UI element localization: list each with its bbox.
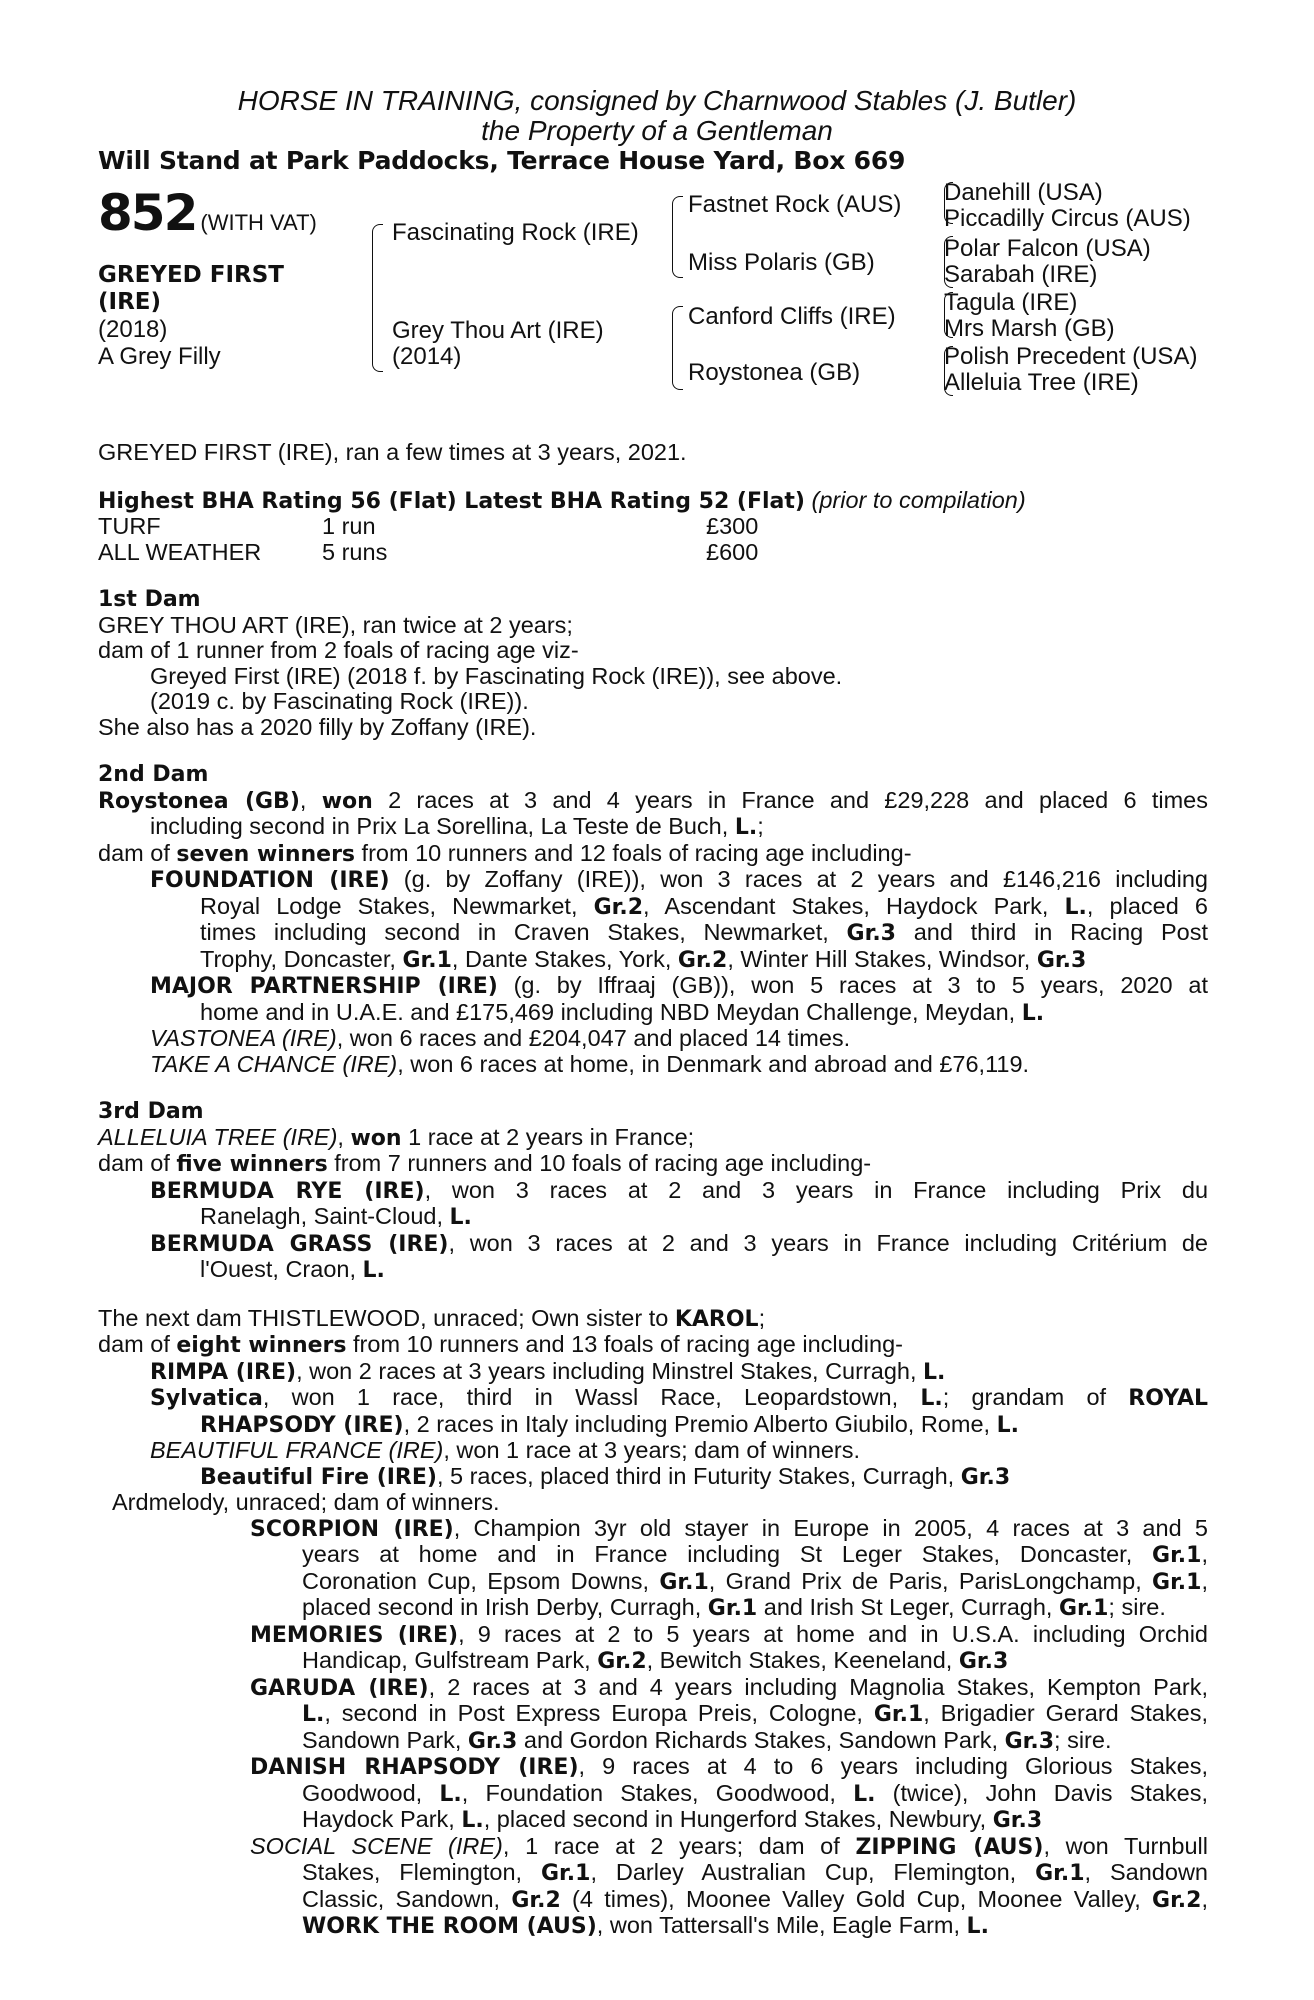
name: MAJOR PARTNERSHIP (IRE) [150, 974, 498, 999]
text: , Ascendant Stakes, Haydock Park, [643, 892, 1065, 919]
grade: Gr.2 [1152, 1887, 1202, 1913]
dam-name: Roystonea (GB) [98, 788, 300, 814]
text: 1 race at 2 years in France; [401, 1123, 695, 1150]
text: ; sire. [1108, 1594, 1166, 1620]
text: ; [757, 813, 764, 839]
name: ROYAL [1128, 1386, 1208, 1411]
dam2-produce [98, 841, 1208, 868]
pedigree-brace-sire [672, 196, 683, 278]
scorpion-l3 [98, 1569, 1208, 1596]
text: 2 races at 3 and 4 years in France and £29,228 and placed 6 times [372, 786, 1208, 813]
text: Classic, Sandown, [302, 1885, 512, 1912]
property-line: the Property of a Gentleman [481, 115, 833, 146]
grade: Gr.3 [958, 1649, 1009, 1674]
text: The next dam THISTLEWOOD, unraced; Own sister to [98, 1304, 675, 1331]
text: and Irish St Leger, Curragh, [757, 1594, 1059, 1620]
pedigree-brace-dam [672, 306, 683, 390]
bermuda-rye-l2 [98, 1204, 1208, 1231]
roystonea-l1: Roystonea (GB), won 2 races at 3 and 4 years in France and £29,228 and placed 6 times [98, 786, 1208, 814]
social-l2 [98, 1860, 1208, 1887]
listed: L. [362, 1258, 385, 1283]
text: Stakes, Flemington, [302, 1859, 541, 1885]
listed: L. [853, 1781, 876, 1807]
text: (4 times), Moonee Valley Gold Cup, Moonee Valley, [560, 1885, 1153, 1912]
name: BEAUTIFUL FRANCE (IRE) [150, 1437, 444, 1463]
dam3-produce [98, 1151, 1208, 1178]
grade: Gr.1 [873, 1702, 924, 1727]
listed: L. [734, 815, 758, 840]
text: ; grandam of [942, 1384, 1129, 1410]
surface: TURF [98, 513, 161, 539]
listed: L. [1064, 894, 1087, 920]
grade: Gr.1 [1035, 1861, 1085, 1886]
text: , 2 races in Italy including Premio Alberto Giubilo, Rome, [403, 1410, 997, 1437]
grade: Gr.3 [1036, 947, 1087, 973]
listed: L. [966, 1914, 989, 1939]
text: , won Tattersall's Mile, Eagle Farm, [596, 1912, 967, 1938]
grade: Gr.1 [659, 1569, 709, 1595]
social-l3 [98, 1887, 1208, 1914]
listed: L. [449, 1205, 472, 1230]
ratings-row-aw [98, 540, 1208, 566]
gg-dds: Polish Precedent (USA) [944, 343, 1198, 370]
first-dam-title: 1st Dam [98, 587, 201, 612]
foundation-l3 [98, 920, 1208, 947]
garuda-l3 [98, 1728, 1208, 1755]
text: (g. by Zoffany (IRE)), won 3 races at 2 years and £146,216 including [389, 866, 1208, 892]
text: and third in Racing Post [895, 919, 1208, 945]
text: Handicap, Gulfstream Park, [302, 1647, 598, 1673]
social-l4 [98, 1913, 1208, 1940]
surface: ALL WEATHER [98, 538, 262, 565]
name: FOUNDATION (IRE) [150, 868, 390, 893]
text: dam of [98, 1331, 177, 1357]
name: DANISH RHAPSODY (IRE) [250, 1755, 579, 1780]
grade: Gr.2 [677, 947, 728, 973]
text: Haydock Park, [302, 1806, 462, 1832]
gg-ssd: Piccadilly Circus (AUS) [944, 205, 1191, 232]
first-dam-l4: (2019 c. by Fascinating Rock (IRE)). [150, 688, 529, 714]
name: SOCIAL SCENE (IRE) [250, 1832, 503, 1859]
memories-l2 [98, 1648, 1208, 1675]
sylvatica-l2 [98, 1412, 1208, 1439]
text: , [1201, 1541, 1208, 1567]
text: , Darley Australian Cup, Flemington, [590, 1859, 1036, 1885]
dam-year: (2014) [392, 343, 462, 370]
listed: L. [996, 1412, 1019, 1438]
name: WORK THE ROOM (AUS) [302, 1914, 597, 1939]
rimpa [98, 1359, 1208, 1386]
danish-l3 [98, 1807, 1208, 1834]
text: , Winter Hill Stakes, Windsor, [727, 945, 1037, 972]
major-l1 [98, 973, 1208, 1000]
text: , 5 races, placed third in Futurity Stakes, Curragh, [436, 1462, 961, 1489]
horse-name: GREYED FIRST [98, 262, 284, 288]
grade: Gr.1 [707, 1596, 758, 1621]
text: from 7 runners and 10 foals of racing age including- [327, 1150, 872, 1176]
gg-sdd: Sarabah (IRE) [944, 261, 1098, 288]
ratings-text: Highest BHA Rating 56 (Flat) Latest BHA Rating 52 (Flat) [98, 488, 805, 514]
text: Goodwood, [302, 1779, 440, 1806]
memories-l1 [98, 1622, 1208, 1649]
scorpion-l1 [98, 1516, 1208, 1543]
bermuda-grass-l2 [98, 1257, 1208, 1284]
sylvatica-l1 [98, 1385, 1208, 1412]
name: SCORPION (IRE) [250, 1516, 454, 1542]
first-dam-l5: She also has a 2020 filly by Zoffany (IRE). [98, 713, 537, 740]
vat-label: (WITH VAT) [200, 210, 317, 235]
name: Sylvatica [150, 1386, 263, 1411]
garuda-l2 [98, 1701, 1208, 1728]
text: (twice), John Davis Stakes, [875, 1779, 1208, 1806]
stand-location: Will Stand at Park Paddocks, Terrace House Yard, Box 669 [98, 146, 906, 175]
name: BERMUDA RYE (IRE) [150, 1178, 425, 1204]
ratings-note: (prior to compilation) [811, 486, 1026, 513]
text: , [337, 1123, 351, 1150]
lot-number: 852 [98, 184, 197, 242]
gg-dsd: Mrs Marsh (GB) [944, 315, 1115, 342]
name: VASTONEA (IRE) [150, 1025, 337, 1051]
text: , 9 races at 4 to 6 years including Glorious Stakes, [578, 1753, 1208, 1779]
text: and Gordon Richards Stakes, Sandown Park, [517, 1726, 1005, 1753]
text: home and in U.A.E. and £175,469 including NBD Meydan Challenge, Meydan, [200, 998, 1022, 1025]
text: years at home and in France including St Leger Stakes, Doncaster, [302, 1541, 1153, 1567]
amount: £600 [706, 538, 759, 565]
text: , Grand Prix de Paris, ParisLongchamp, [708, 1567, 1153, 1594]
text: Trophy, Doncaster, [200, 945, 403, 972]
amount: £300 [706, 513, 759, 539]
alleluia-l1 [98, 1125, 1208, 1152]
vastonea [98, 1026, 1208, 1052]
bermuda-rye-l1 [98, 1178, 1208, 1205]
horse-description: A Grey Filly [98, 343, 221, 370]
grade: Gr.2 [597, 1649, 647, 1674]
scorpion-l2 [98, 1542, 1208, 1569]
name: Beautiful Fire (IRE) [200, 1464, 437, 1490]
major-l2 [98, 1000, 1208, 1027]
text: Ranelagh, Saint-Cloud, [200, 1203, 450, 1229]
won: won [321, 788, 373, 814]
text: , Dante Stakes, York, [451, 945, 678, 972]
catalogue-body [98, 440, 1208, 1940]
runs: 1 run [322, 513, 376, 539]
text: , Champion 3yr old stayer in Europe in 2005, 4 races at 3 and 5 [453, 1514, 1208, 1541]
text: (g. by Iffraaj (GB)), won 5 races at 3 to 5 years, 2020 at [497, 972, 1208, 998]
bermuda-grass-l1 [98, 1231, 1208, 1258]
foundation-l4 [98, 947, 1208, 974]
grade: Gr.1 [541, 1861, 591, 1886]
listed: L. [920, 1386, 943, 1411]
listed: L. [302, 1702, 325, 1727]
grade: Gr.1 [402, 947, 452, 973]
text: from 10 runners and 13 foals of racing age including- [346, 1331, 903, 1357]
text: , placed 6 [1086, 892, 1208, 919]
text: Royal Lodge Stakes, Newmarket, [200, 892, 594, 919]
runs: 5 runs [322, 538, 388, 565]
social-l1 [98, 1834, 1208, 1861]
take-a-chance [98, 1052, 1208, 1078]
text: placed second in Irish Derby, Curragh, [302, 1594, 708, 1620]
consignor-line: HORSE IN TRAINING, consigned by Charnwood Stables (J. Butler) [237, 85, 1077, 116]
name: MEMORIES (IRE) [250, 1622, 459, 1648]
pedigree-brace-main [372, 224, 383, 372]
listed: L. [923, 1359, 946, 1385]
grade: Gr.2 [511, 1887, 561, 1913]
text: from 10 runners and 12 foals of racing age including- [355, 839, 912, 866]
next-dam-l1 [98, 1306, 1208, 1333]
third-dam-title: 3rd Dam [98, 1099, 204, 1124]
won: won [350, 1125, 402, 1151]
text: , 2 races at 3 and 4 years including Magnolia Stakes, Kempton Park, [428, 1673, 1208, 1700]
gg-ddd: Alleluia Tree (IRE) [944, 369, 1139, 396]
ardmelody: Ardmelody, unraced; dam of winners. [112, 1489, 500, 1515]
text: , Sandown [1084, 1859, 1208, 1885]
name: ZIPPING (AUS) [855, 1834, 1044, 1860]
ratings-heading [98, 488, 1208, 515]
danish-l1 [98, 1754, 1208, 1781]
text: , 9 races at 2 to 5 years at home and in U.S.A. including Orchid [458, 1620, 1208, 1647]
grade: Gr.3 [992, 1808, 1043, 1833]
foundation-l1 [98, 867, 1208, 894]
dam-name: Grey Thou Art (IRE) [392, 317, 604, 344]
sire-dam: Miss Polaris (GB) [688, 249, 875, 276]
sire-name: Fascinating Rock (IRE) [392, 219, 639, 246]
text: ; [758, 1304, 766, 1331]
gg-dss: Tagula (IRE) [944, 289, 1078, 316]
text: , second in Post Express Europa Preis, Cologne, [324, 1700, 874, 1726]
text: , won 3 races at 2 and 3 years in France including Prix du [424, 1176, 1209, 1203]
winners: eight winners [176, 1333, 347, 1358]
grade: Gr.3 [960, 1464, 1011, 1490]
beautiful-fire [98, 1464, 1208, 1491]
horse-country: (IRE) [98, 289, 162, 315]
text: dam of [98, 1150, 177, 1176]
text: , Bewitch Stakes, Keeneland, [646, 1647, 959, 1673]
name: BERMUDA GRASS (IRE) [150, 1231, 449, 1257]
danish-l2 [98, 1781, 1208, 1808]
text: , won 1 race, third in Wassl Race, Leopardstown, [262, 1384, 921, 1410]
dam-dam: Roystonea (GB) [688, 359, 861, 386]
beautiful-france [98, 1438, 1208, 1464]
text: , Foundation Stakes, Goodwood, [461, 1779, 854, 1806]
grade: Gr.3 [846, 921, 896, 946]
text: , 1 race at 2 years; dam of [502, 1832, 856, 1859]
listed: L. [439, 1781, 462, 1807]
text: , won 1 race at 3 years; dam of winners. [443, 1437, 861, 1463]
text: times including second in Craven Stakes, Newmarket, [200, 919, 847, 945]
grade: Gr.3 [1004, 1728, 1055, 1754]
name: GARUDA (IRE) [250, 1675, 429, 1701]
listed: L. [461, 1808, 484, 1833]
horse-year: (2018) [98, 316, 168, 343]
scorpion-l4 [98, 1595, 1208, 1622]
roystonea-l2 [98, 814, 1208, 841]
gg-sds: Polar Falcon (USA) [944, 235, 1151, 262]
name: TAKE A CHANCE (IRE) [150, 1050, 398, 1077]
name: ALLELUIA TREE (IRE) [98, 1123, 338, 1150]
ratings-row-turf [98, 514, 1208, 540]
next-dam-l2 [98, 1332, 1208, 1359]
race-summary: GREYED FIRST (IRE), ran a few times at 3 years, 2021. [98, 439, 687, 465]
winners: five winners [176, 1152, 328, 1177]
sire-sire: Fastnet Rock (AUS) [688, 191, 902, 218]
text: , [1201, 1885, 1208, 1912]
text: , won 3 races at 2 and 3 years in France including Critérium de [448, 1229, 1208, 1256]
dam-sire: Canford Cliffs (IRE) [688, 303, 896, 330]
text: , placed second in Hungerford Stakes, Newbury, [483, 1806, 993, 1832]
grade: Gr.1 [1152, 1569, 1202, 1595]
first-dam-l1: GREY THOU ART (IRE), ran twice at 2 years; [98, 611, 573, 638]
text: including second in Prix La Sorellina, La Teste de Buch, [150, 813, 735, 839]
text: , Brigadier Gerard Stakes, [923, 1700, 1208, 1726]
first-dam-l3: Greyed First (IRE) (2018 f. by Fascinating Rock (IRE)), see above. [150, 662, 843, 689]
first-dam-l2: dam of 1 runner from 2 foals of racing age viz- [98, 637, 579, 663]
grade: Gr.1 [1058, 1596, 1109, 1621]
lot-number-block [98, 184, 317, 242]
horse-identity [98, 262, 338, 370]
text: , won 6 races at home, in Denmark and abroad and £76,119. [397, 1050, 1030, 1077]
garuda-l1 [98, 1675, 1208, 1702]
listed: L. [1021, 1000, 1045, 1026]
name: RHAPSODY (IRE) [200, 1412, 404, 1438]
text: , won 2 races at 3 years including Minstrel Stakes, Curragh, [296, 1357, 924, 1384]
text: , won Turnbull [1043, 1832, 1208, 1859]
grade: Gr.2 [593, 894, 644, 920]
text: , won 6 races and £204,047 and placed 14 times. [336, 1025, 851, 1051]
gg-sss: Danehill (USA) [944, 179, 1103, 206]
text: , [1201, 1567, 1208, 1594]
name: RIMPA (IRE) [150, 1359, 297, 1385]
text: Coronation Cup, Epsom Downs, [302, 1567, 660, 1594]
text: Sandown Park, [302, 1726, 468, 1753]
text: dam of [98, 839, 177, 866]
winners: seven winners [176, 841, 356, 867]
grade: Gr.1 [1152, 1543, 1202, 1568]
second-dam-title: 2nd Dam [98, 762, 209, 787]
name: KAROL [674, 1306, 759, 1332]
text: l'Ouest, Craon, [200, 1256, 363, 1282]
grade: Gr.3 [467, 1728, 518, 1754]
text: ; sire. [1054, 1726, 1112, 1753]
foundation-l2 [98, 894, 1208, 921]
